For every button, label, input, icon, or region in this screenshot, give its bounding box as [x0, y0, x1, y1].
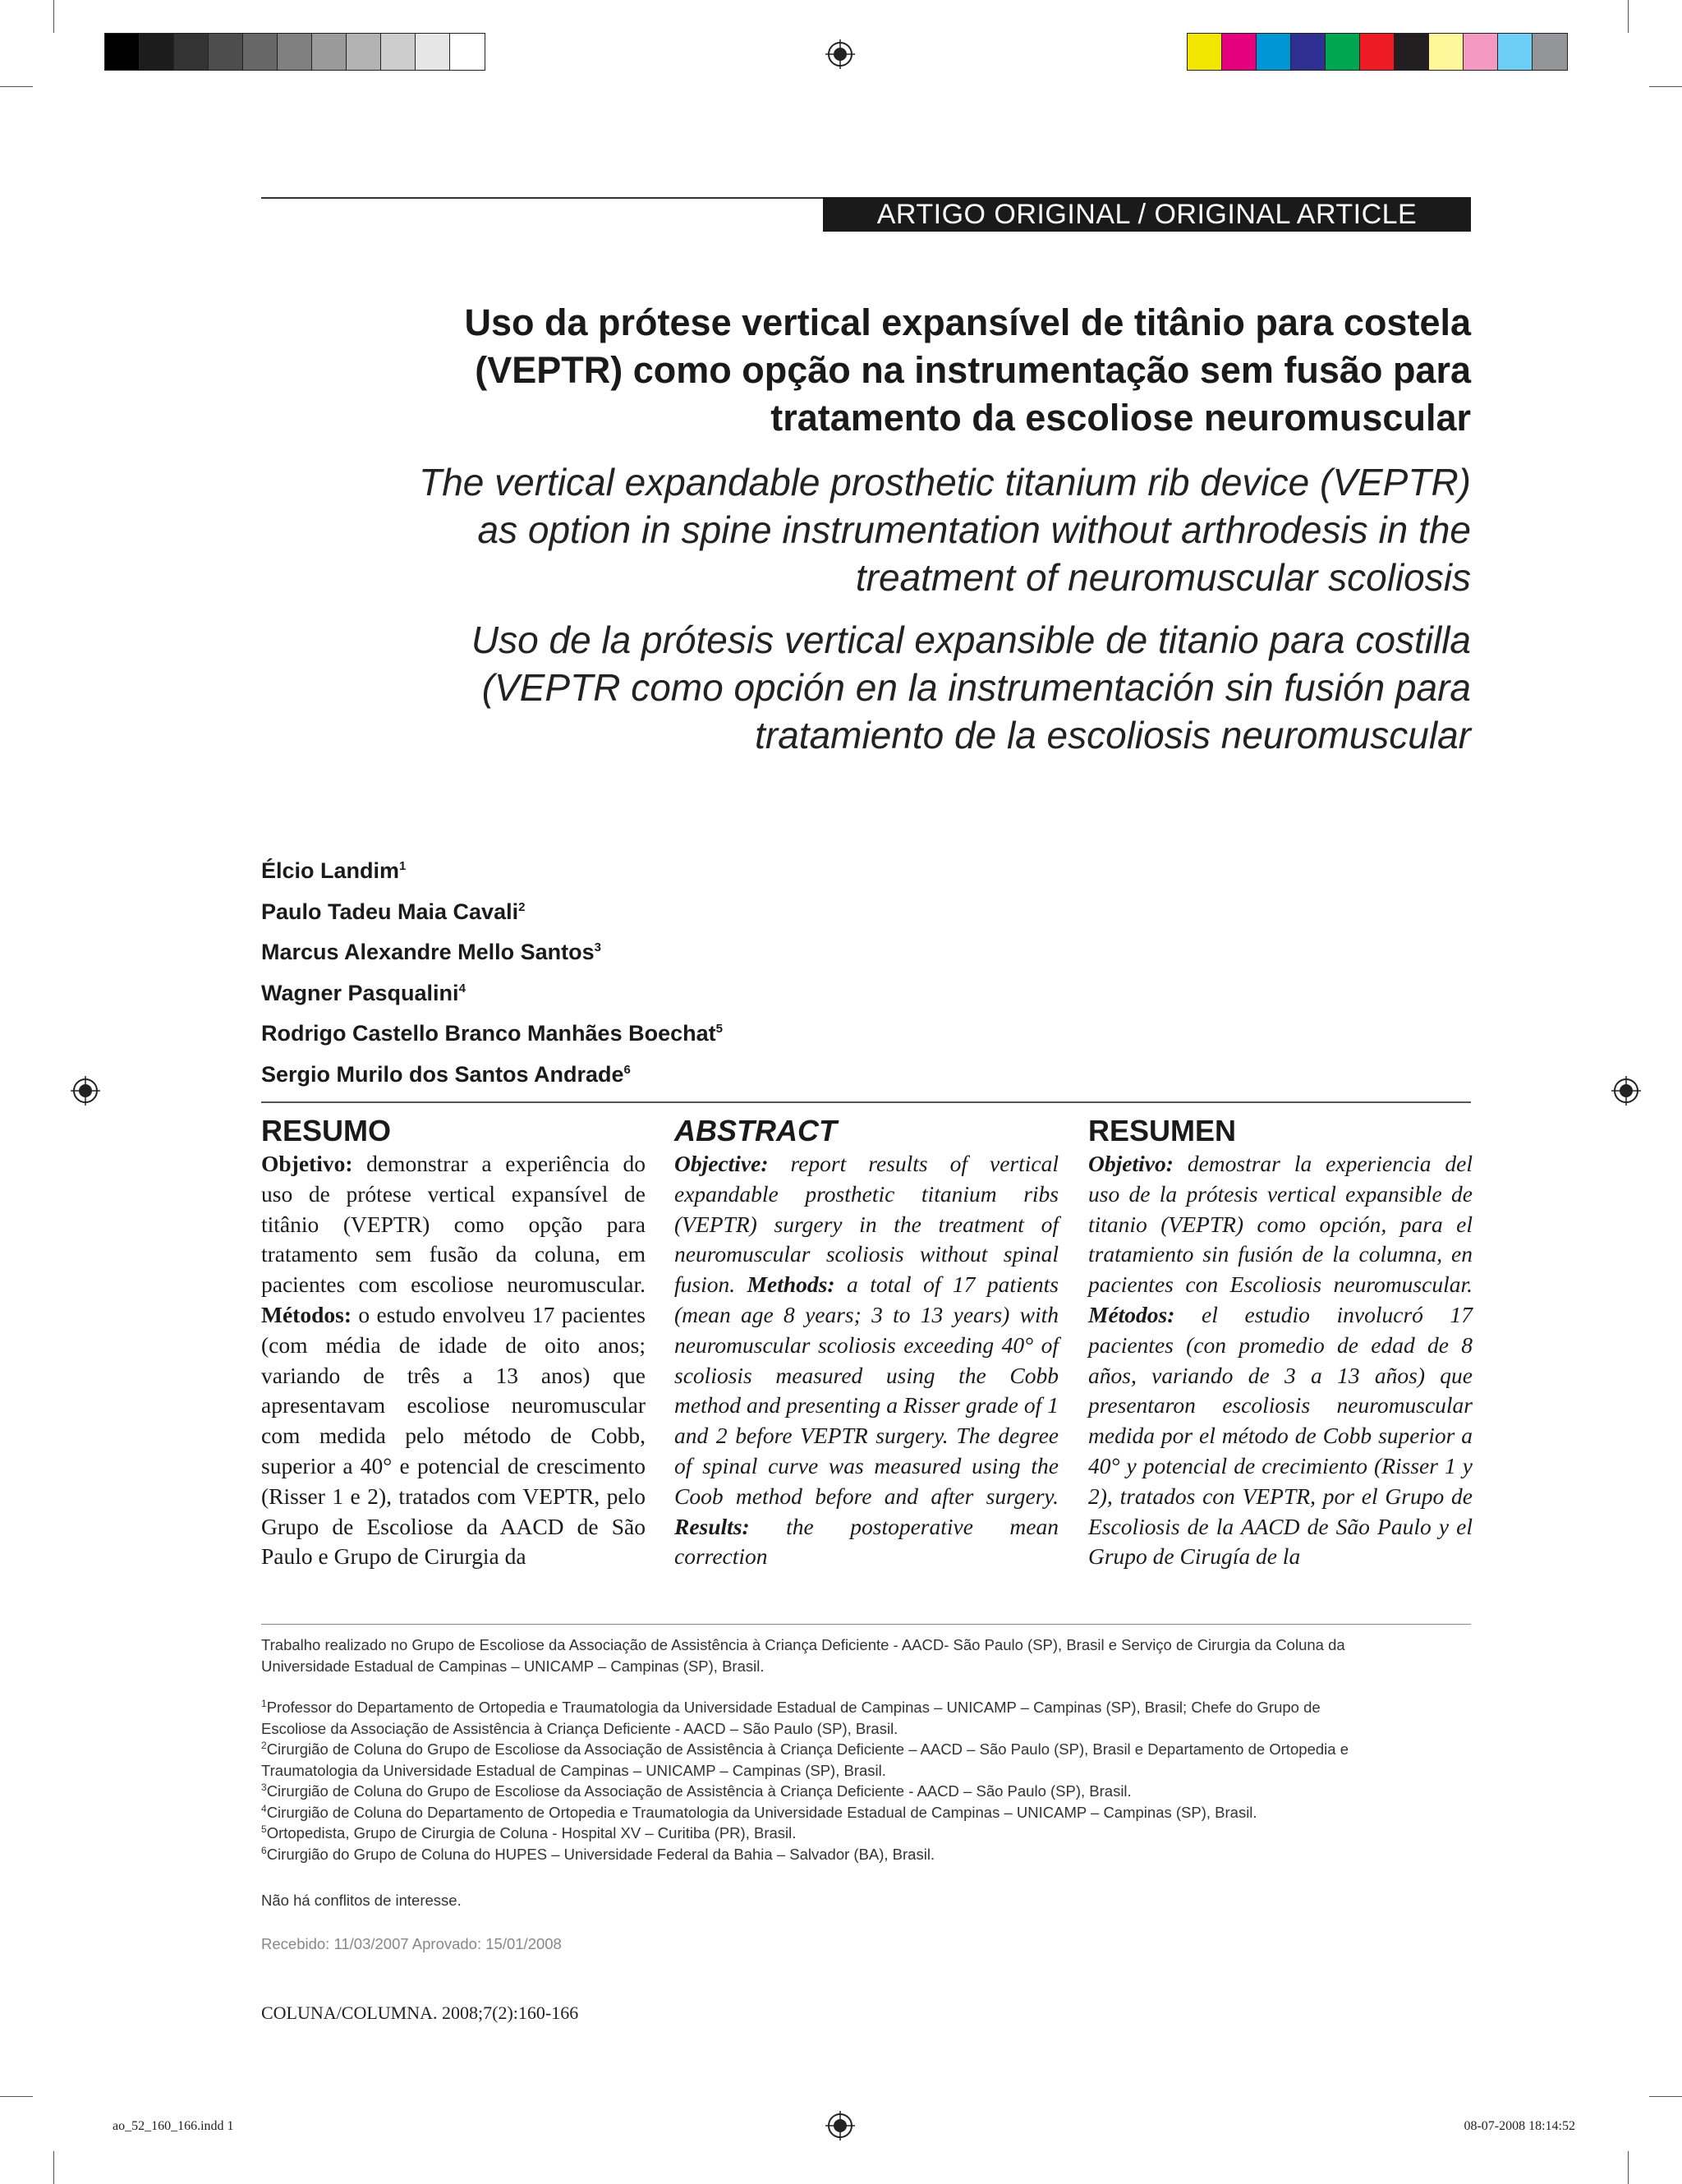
title-spanish [353, 616, 1471, 759]
crop-mark [1649, 2096, 1682, 2097]
resumen-text: Objetivo: demostrar la experiencia del uso de la prótesis vertical expansible de titanio (VEPTR) como opción, para el tratamiento sin fusión de la columna, en pacientes con Escoliosis neuromuscular. Métodos: el estudio involucró 17 pacientes (con promedio de edad de 8 años, variando de 3 a 13 años) que presentaron escoliosis neuromuscular medida por el método de Cobb superior a 40° y potencial de crecimiento (Risser 1 y 2), tratados con VEPTR, por el Grupo de Escoliosis de la AACD de São Paulo y el Grupo de Cirugía de la [1088, 1151, 1473, 1570]
resumen-column [1088, 1113, 1473, 1572]
crop-mark [53, 2151, 54, 2184]
crop-mark [0, 86, 33, 87]
color-swatch [105, 34, 140, 70]
color-swatch [1464, 34, 1498, 70]
color-swatch [312, 34, 347, 70]
footnote-rule [261, 1624, 1471, 1625]
registration-mark-icon [825, 39, 855, 69]
title-english [353, 458, 1471, 601]
resumo-text: Objetivo: demonstrar a experiência do uso de prótese vertical expansível de titânio (VEPTR) como opção para tratamento sem fusão da coluna, em pacientes com escoliose neuromuscular. Métodos: o estudo envolveu 17 pacientes (com média de idade de oito anos; variando de três a 13 anos) que apresentavam escoliose neuromuscular com medida pelo método de Cobb, superior a 40° e potencial de crescimento (Risser 1 e 2), tratados com VEPTR, pelo Grupo de Escoliose da AACD de São Paulo e Grupo de Cirurgia da [261, 1151, 646, 1570]
author: Marcus Alexandre Mello Santos$^3$ [261, 940, 601, 964]
color-swatch [1429, 34, 1464, 70]
color-swatch [140, 34, 174, 70]
affiliation-note: $^1$Professor do Departamento de Ortopedia e Traumatologia da Universidade Estadual de Campinas – UNICAMP – Campinas (SP), Brasil; Chefe do Grupo de [261, 1697, 1321, 1716]
file-slug: ao_52_160_166.indd 1 [113, 2119, 234, 2133]
affiliation-note: $^3$Cirurgião de Coluna do Grupo de Escoliose da Associação de Assistência à Criança Deficiente - AACD – São Paulo (SP), Brasil. [261, 1781, 1132, 1800]
title-line: (VEPTR) como opção na instrumentação sem fusão para [475, 349, 1471, 391]
resumo-column [261, 1113, 646, 1572]
author: Élcio Landim$^1$ [261, 858, 407, 883]
institution-note: Trabalho realizado no Grupo de Escoliose da Associação de Assistência à Criança Deficiente - AACD- São Paulo (SP), Brasil e Serviço de Cirurgia da Coluna da Universidade Estadual de Campinas – UNICAMP – Campinas (SP), Brasil. [261, 1636, 1345, 1675]
color-swatch [1326, 34, 1360, 70]
color-swatch [1533, 34, 1567, 70]
section-rule [261, 1101, 1471, 1103]
title-line: The vertical expandable prosthetic titanium rib device (VEPTR) [419, 461, 1471, 503]
print-timestamp: 08-07-2008 18:14:52 [1464, 2119, 1575, 2133]
author: Sergio Murilo dos Santos Andrade$^6$ [261, 1061, 631, 1087]
color-swatch [347, 34, 381, 70]
color-swatch [1222, 34, 1257, 70]
color-swatch [381, 34, 416, 70]
color-swatch [1360, 34, 1395, 70]
resumo-heading: RESUMO [261, 1114, 392, 1147]
author-list [261, 851, 723, 1095]
title-line: Uso de la prótesis vertical expansible de titanio para costilla [471, 618, 1471, 661]
title-line: tratamento da escoliose neuromuscular [770, 397, 1471, 439]
title-line: treatment of neuromuscular scoliosis [855, 556, 1471, 599]
color-swatch [1498, 34, 1533, 70]
crop-mark [0, 2096, 33, 2097]
title-portuguese [353, 299, 1471, 442]
journal-citation: COLUNA/COLUMNA. 2008;7(2):160-166 [261, 2002, 579, 2023]
title-line: (VEPTR como opción en la instrumentación sin fusión para [481, 666, 1471, 709]
title-line: tratamiento de la escoliosis neuromuscular [755, 714, 1471, 756]
crop-mark [1649, 86, 1682, 87]
color-swatch [243, 34, 278, 70]
registration-mark-icon [825, 2111, 855, 2140]
color-swatch [1188, 34, 1222, 70]
color-swatch [416, 34, 450, 70]
resumen-heading: RESUMEN [1088, 1114, 1237, 1147]
author: Wagner Pasqualini$^4$ [261, 980, 466, 1005]
conflict-statement: Não há conflitos de interesse. [261, 1892, 462, 1909]
title-line: Uso da prótese vertical expansível de titânio para costela [464, 301, 1471, 343]
author: Paulo Tadeu Maia Cavali$^2$ [261, 899, 526, 924]
crop-mark [1628, 0, 1629, 33]
affiliation-note: $^4$Cirurgião de Coluna do Departamento de Ortopedia e Traumatologia da Universidade Estadual de Campinas – UNICAMP – Campinas (SP), Brasil. [261, 1802, 1257, 1821]
registration-mark-icon [1611, 1076, 1641, 1106]
color-swatch [1291, 34, 1326, 70]
article-type-banner: ARTIGO ORIGINAL / ORIGINAL ARTICLE [823, 197, 1471, 232]
color-swatch [1395, 34, 1429, 70]
affiliation-note: $^6$Cirurgião do Grupo de Coluna do HUPES – Universidade Federal da Bahia – Salvador (BA), Brasil. [261, 1844, 935, 1863]
color-swatch [1257, 34, 1291, 70]
crop-mark [1628, 2151, 1629, 2184]
affiliation-note: $^5$Ortopedista, Grupo de Cirurgia de Coluna - Hospital XV – Curitiba (PR), Brasil. [261, 1823, 797, 1841]
crop-mark [53, 0, 54, 33]
affiliation-notes: $^1$Professor do Departamento de Ortopedia e Traumatologia da Universidade Estadual de Campinas – UNICAMP – Campinas (SP), Brasil; Chefe do Grupo de Escoliose da Associação de Assistência à Criança Deficiente - AACD – São Paulo (SP), Brasil. $^2$Cirurgião de Coluna do Grupo de Escoliose da Associação de Assistência à Criança Deficiente – AACD – São Paulo (SP), Brasil e Departamento de Ortopedia e Traumatologia da Universidade Estadual de Campinas – UNICAMP – Campinas (SP), Brasil. $^3$Cirurgião de Coluna do Grupo de Escoliose da Associação de Assistência à Criança Deficiente - AACD – São Paulo (SP), Brasil. $^4$Cirurgião de Coluna do Departamento de Ortopedia e Traumatologia da Universidade Estadual de Campinas – UNICAMP – Campinas (SP), Brasil. $^5$Ortopedista, Grupo de Cirurgia de Coluna - Hospital XV – Curitiba (PR), Brasil. $^6$Cirurgião do Grupo de Coluna do HUPES – Universidade Federal da Bahia – Salvador (BA), Brasil. [261, 1697, 1471, 1864]
received-dates: Recebido: 11/03/2007 Aprovado: 15/01/2008 [261, 1935, 562, 1952]
color-swatch [278, 34, 312, 70]
affiliation-note: $^2$Cirurgião de Coluna do Grupo de Escoliose da Associação de Assistência à Criança Deficiente – AACD – São Paulo (SP), Brasil e Departamento de Ortopedia e [261, 1739, 1349, 1758]
color-swatch [450, 34, 485, 70]
color-swatch [174, 34, 209, 70]
title-line: as option in spine instrumentation without arthrodesis in the [477, 508, 1471, 551]
abstract-heading: ABSTRACT [674, 1114, 837, 1147]
abstract-text: Objective: report results of vertical expandable prosthetic titanium ribs (VEPTR) surgery in the treatment of neuromuscular scoliosis without spinal fusion. Methods: a total of 17 patients (mean age 8 years; 3 to 13 years) with neuromuscular scoliosis exceeding 40° of scoliosis measured using the Cobb method and presenting a Risser grade of 1 and 2 before VEPTR surgery. The degree of spinal curve was measured using the Coob method before and after surgery. Results: the postoperative mean correction [674, 1151, 1059, 1570]
abstract-column [674, 1113, 1059, 1572]
process-color-bar [1187, 33, 1568, 71]
registration-mark-icon [71, 1076, 100, 1106]
grayscale-color-bar [104, 33, 485, 71]
author: Rodrigo Castello Branco Manhães Boechat$^5$ [261, 1021, 723, 1046]
color-swatch [209, 34, 243, 70]
